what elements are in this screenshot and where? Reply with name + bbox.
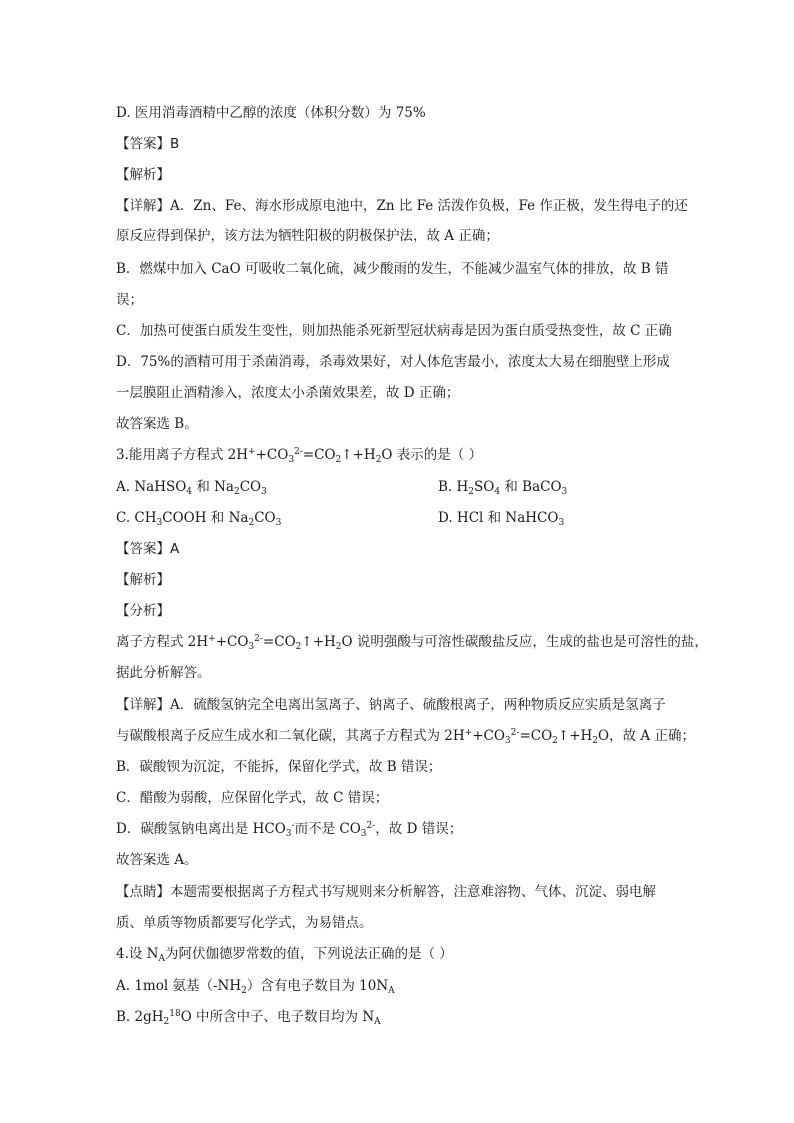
option-d-text: D. HCl 和 NaHCO xyxy=(438,510,559,526)
q2-detail-line: 误； xyxy=(116,292,143,308)
q3-fenxi-tag: 【分析】 xyxy=(116,603,170,619)
q3-stem-prefix: 3.能用离子方程式 2H xyxy=(116,447,249,463)
option-b-mid: O 中所含中子、电子数目均为 N xyxy=(180,1009,375,1025)
fenxi-prefix: 离子方程式 2H xyxy=(116,634,209,650)
q2-detail-line: 原反应得到保护，该方法为牺牲阳极的阴极保护法，故 A 正确； xyxy=(116,228,499,244)
q4-option-b: B. $2gH_2^{18}O$ 中所含中子、电子数目均为 $N_A$ xyxy=(116,1009,381,1027)
q2-conclusion: 故答案选 B。 xyxy=(116,416,198,432)
answer-value: A xyxy=(170,541,180,557)
answer-tag: 【答案】 xyxy=(116,541,170,557)
q3-note-line: 质、单质等物质都要写化学式，为易错点。 xyxy=(116,915,373,931)
q2-detail-line: B．燃煤中加入 CaO 可吸收二氧化硫，减少酸雨的发生，不能减少温室气体的排放，故 B 错 xyxy=(116,261,669,277)
q4-stem-suffix: 为阿伏伽德罗常数的值，下列说法正确的是（ ） xyxy=(164,946,453,962)
q3-detail-line: 与碳酸根离子反应生成水和二氧化碳，其离子方程式为 $2H^++CO_3^{2-}=CO_2↑+H_2O$，故 A 正确； xyxy=(116,728,695,746)
q3-detail-line: D．碳酸氢钠电离出是 $HCO_3^-$而不是 $CO_3^{2-}$，故 D 错误； xyxy=(116,821,463,839)
note-tag: 【点睛】 xyxy=(116,884,170,900)
detail-text: A．硫酸氢钠完全电离出氢离子、钠离子、硫酸根离子，两种物质反应实质是氢离子 xyxy=(170,697,666,713)
detail-suffix: ，故 A 正确； xyxy=(609,728,695,744)
q3-analysis-tag: 【解析】 xyxy=(116,572,170,588)
q2-detail-line: 一层膜阻止酒精渗入，浓度太小杀菌效果差，故 D 正确； xyxy=(116,385,460,401)
option-a-text: A. 1mol 氨基（-NH xyxy=(116,978,242,994)
q2-answer xyxy=(116,135,179,153)
fenxi-suffix: 说明强酸与可溶性碳酸盐反应，生成的盐也是可溶性的盐， xyxy=(356,634,708,650)
detail-text: A．Zn、Fe、海水形成原电池中，Zn 比 Fe 活泼作负极，Fe 作正极，发生得电子的还 xyxy=(170,198,688,214)
q3-answer xyxy=(116,540,179,558)
q3-stem: 3.能用离子方程式 $2H^++CO_3^{2-}=CO_2↑+H_2O$ 表示的是（ ） xyxy=(116,447,483,465)
q3-detail-line: B．碳酸钡为沉淀，不能拆，保留化学式，故 B 错误； xyxy=(116,759,442,775)
q3-option-c: C. $CH_3COOH$ 和 $Na_2CO_3$ xyxy=(116,510,282,528)
note-text: 本题需要根据离子方程式书写规则来分析解答，注意难溶物、气体、沉淀、弱电解 xyxy=(170,884,656,900)
detail-tag: 【详解】 xyxy=(116,198,170,214)
option-b-text: B. H xyxy=(438,479,469,495)
q3-fenxi-line: 据此分析解答。 xyxy=(116,665,211,681)
q2-detail-line xyxy=(116,197,688,215)
option-a-mid: ）含有电子数目为 10N xyxy=(246,978,389,994)
q3-conclusion: 故答案选 A。 xyxy=(116,852,198,868)
q3-note-line xyxy=(116,883,656,901)
q3-fenxi-line: 离子方程式 $2H^++CO_3^{2-}=CO_2↑+H_2O$ 说明强酸与可溶性碳酸盐反应，生成的盐也是可溶性的盐， xyxy=(116,634,708,652)
q3-stem-suffix: 表示的是（ ） xyxy=(396,447,483,463)
detail-suffix: ，故 D 错误； xyxy=(375,821,463,837)
option-a-text: A. NaHSO xyxy=(116,479,187,495)
answer-value: B xyxy=(170,136,180,152)
q2-detail-line: D．75%的酒精可用于杀菌消毒，杀毒效果好，对人体危害最小，浓度太大易在细胞壁上形成 xyxy=(116,354,670,370)
q3-detail-line xyxy=(116,696,666,714)
q2-detail-line: C．加热可使蛋白质发生变性，则加热能杀死新型冠状病毒是因为蛋白质受热变性，故 C 正确 xyxy=(116,323,672,339)
q4-stem: 4.设 $N_A$为阿伏伽德罗常数的值，下列说法正确的是（ ） xyxy=(116,946,453,964)
detail-mid: 而不是 CO xyxy=(294,821,361,837)
q3-option-b: B. $H_2SO_4$ 和 BaCO$_3$ xyxy=(438,479,568,497)
detail-tag: 【详解】 xyxy=(116,697,170,713)
detail-prefix: D．碳酸氢钠电离出是 HCO xyxy=(116,821,286,837)
detail-prefix: 与碳酸根离子反应生成水和二氧化碳，其离子方程式为 2H xyxy=(116,728,465,744)
q3-detail-line: C．醋酸为弱酸，应保留化学式，故 C 错误； xyxy=(116,790,389,806)
q3-option-d: D. HCl 和 NaHCO$_3$ xyxy=(438,510,565,528)
q2-analysis-tag: 【解析】 xyxy=(116,167,170,183)
option-b-text: B. 2gH xyxy=(116,1009,164,1025)
q4-option-a: A. 1mol 氨基$(-NH_2)$含有电子数目为 $10N_A$ xyxy=(116,978,395,996)
q3-option-a: A. NaHSO$_4$ 和 $Na_2CO_3$ xyxy=(116,479,267,497)
option-c-text: C. CH xyxy=(116,510,157,526)
q2-option-d: D. 医用消毒酒精中乙醇的浓度（体积分数）为 75% xyxy=(116,105,426,121)
q4-stem-prefix: 4.设 N xyxy=(116,946,159,962)
answer-tag: 【答案】 xyxy=(116,136,170,152)
